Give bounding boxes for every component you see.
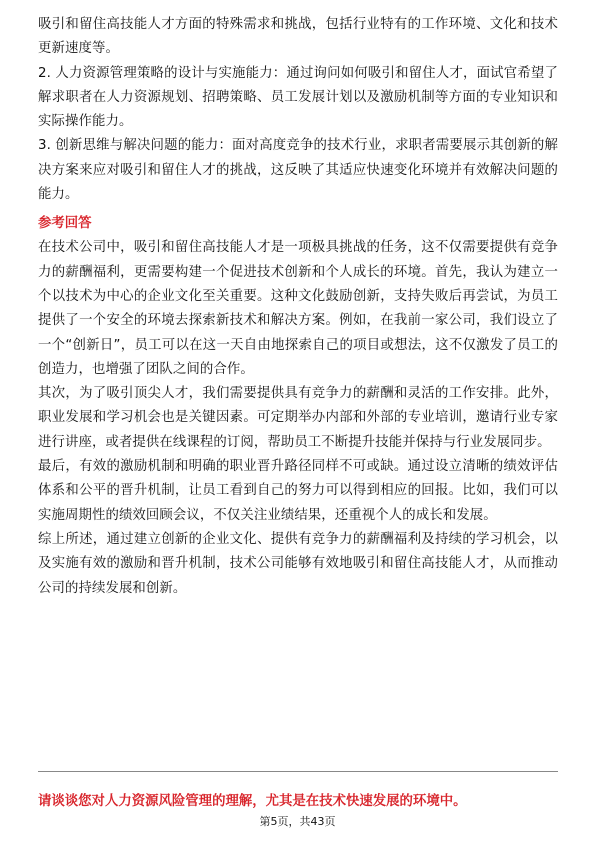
intro-continuation: 吸引和留住高技能人才方面的特殊需求和挑战，包括行业特有的工作环境、文化和技术更新速度等。	[38, 17, 558, 57]
section-divider	[38, 771, 558, 772]
point-3: 3. 创新思维与解决问题的能力：面对高度竞争的技术行业，求职者需要展示其创新的解决方案来应对吸引和留住人才的挑战，这反映了其适应快速变化环境并有效解决问题的能力。	[38, 138, 558, 203]
answer-heading: 参考回答	[38, 216, 92, 232]
point-2: 2. 人力资源管理策略的设计与实施能力：通过询问如何吸引和留住人才，面试官希望了解求职者在人力资源规划、招聘策略、员工发展计划以及激励机制等方面的专业知识和实际操作能力。	[38, 65, 558, 130]
answer-paragraph-4: 综上所述，通过建立创新的企业文化、提供有竞争力的薪酬福利及持续的学习机会，以及实施有效的激励和晋升机制，技术公司能够有效地吸引和留住高技能人才，从而推动公司的持续发展和创新。	[38, 531, 558, 596]
page-content	[38, 13, 558, 601]
next-question: 请谈谈您对人力资源风险管理的理解，尤其是在技术快速发展的环境中。	[38, 794, 467, 809]
answer-paragraph-1: 在技术公司中，吸引和留住高技能人才是一项极具挑战的任务，这不仅需要提供有竞争力的薪酬福利，更需要构建一个促进技术创新和个人成长的环境。首先，我认为建立一个以技术为中心的企业文化至关重要。这种文化鼓励创新，支持失败后再尝试，为员工提供了一个安全的环境去探索新技术和解决方案。例如，在我前一家公司，我们设立了一个“创新日”，员工可以在这一天自由地探索自己的项目或想法，这不仅激发了员工的创造力，也增强了团队之间的合作。	[38, 240, 558, 377]
answer-paragraph-3: 最后，有效的激励机制和明确的职业晋升路径同样不可或缺。通过设立清晰的绩效评估体系和公平的晋升机制，让员工看到自己的努力可以得到相应的回报。比如，我们可以实施周期性的绩效回顾会议，不仅关注业绩结果，还重视个人的成长和发展。	[38, 459, 558, 523]
page-number-footer: 第5页，共43页	[259, 815, 336, 828]
answer-paragraph-2: 其次，为了吸引顶尖人才，我们需要提供具有竞争力的薪酬和灵活的工作安排。此外，职业发展和学习机会也是关键因素。可定期举办内部和外部的专业培训，邀请行业专家进行讲座，或者提供在线课程的订阅，帮助员工不断提升技能并保持与行业发展同步。	[38, 386, 558, 450]
